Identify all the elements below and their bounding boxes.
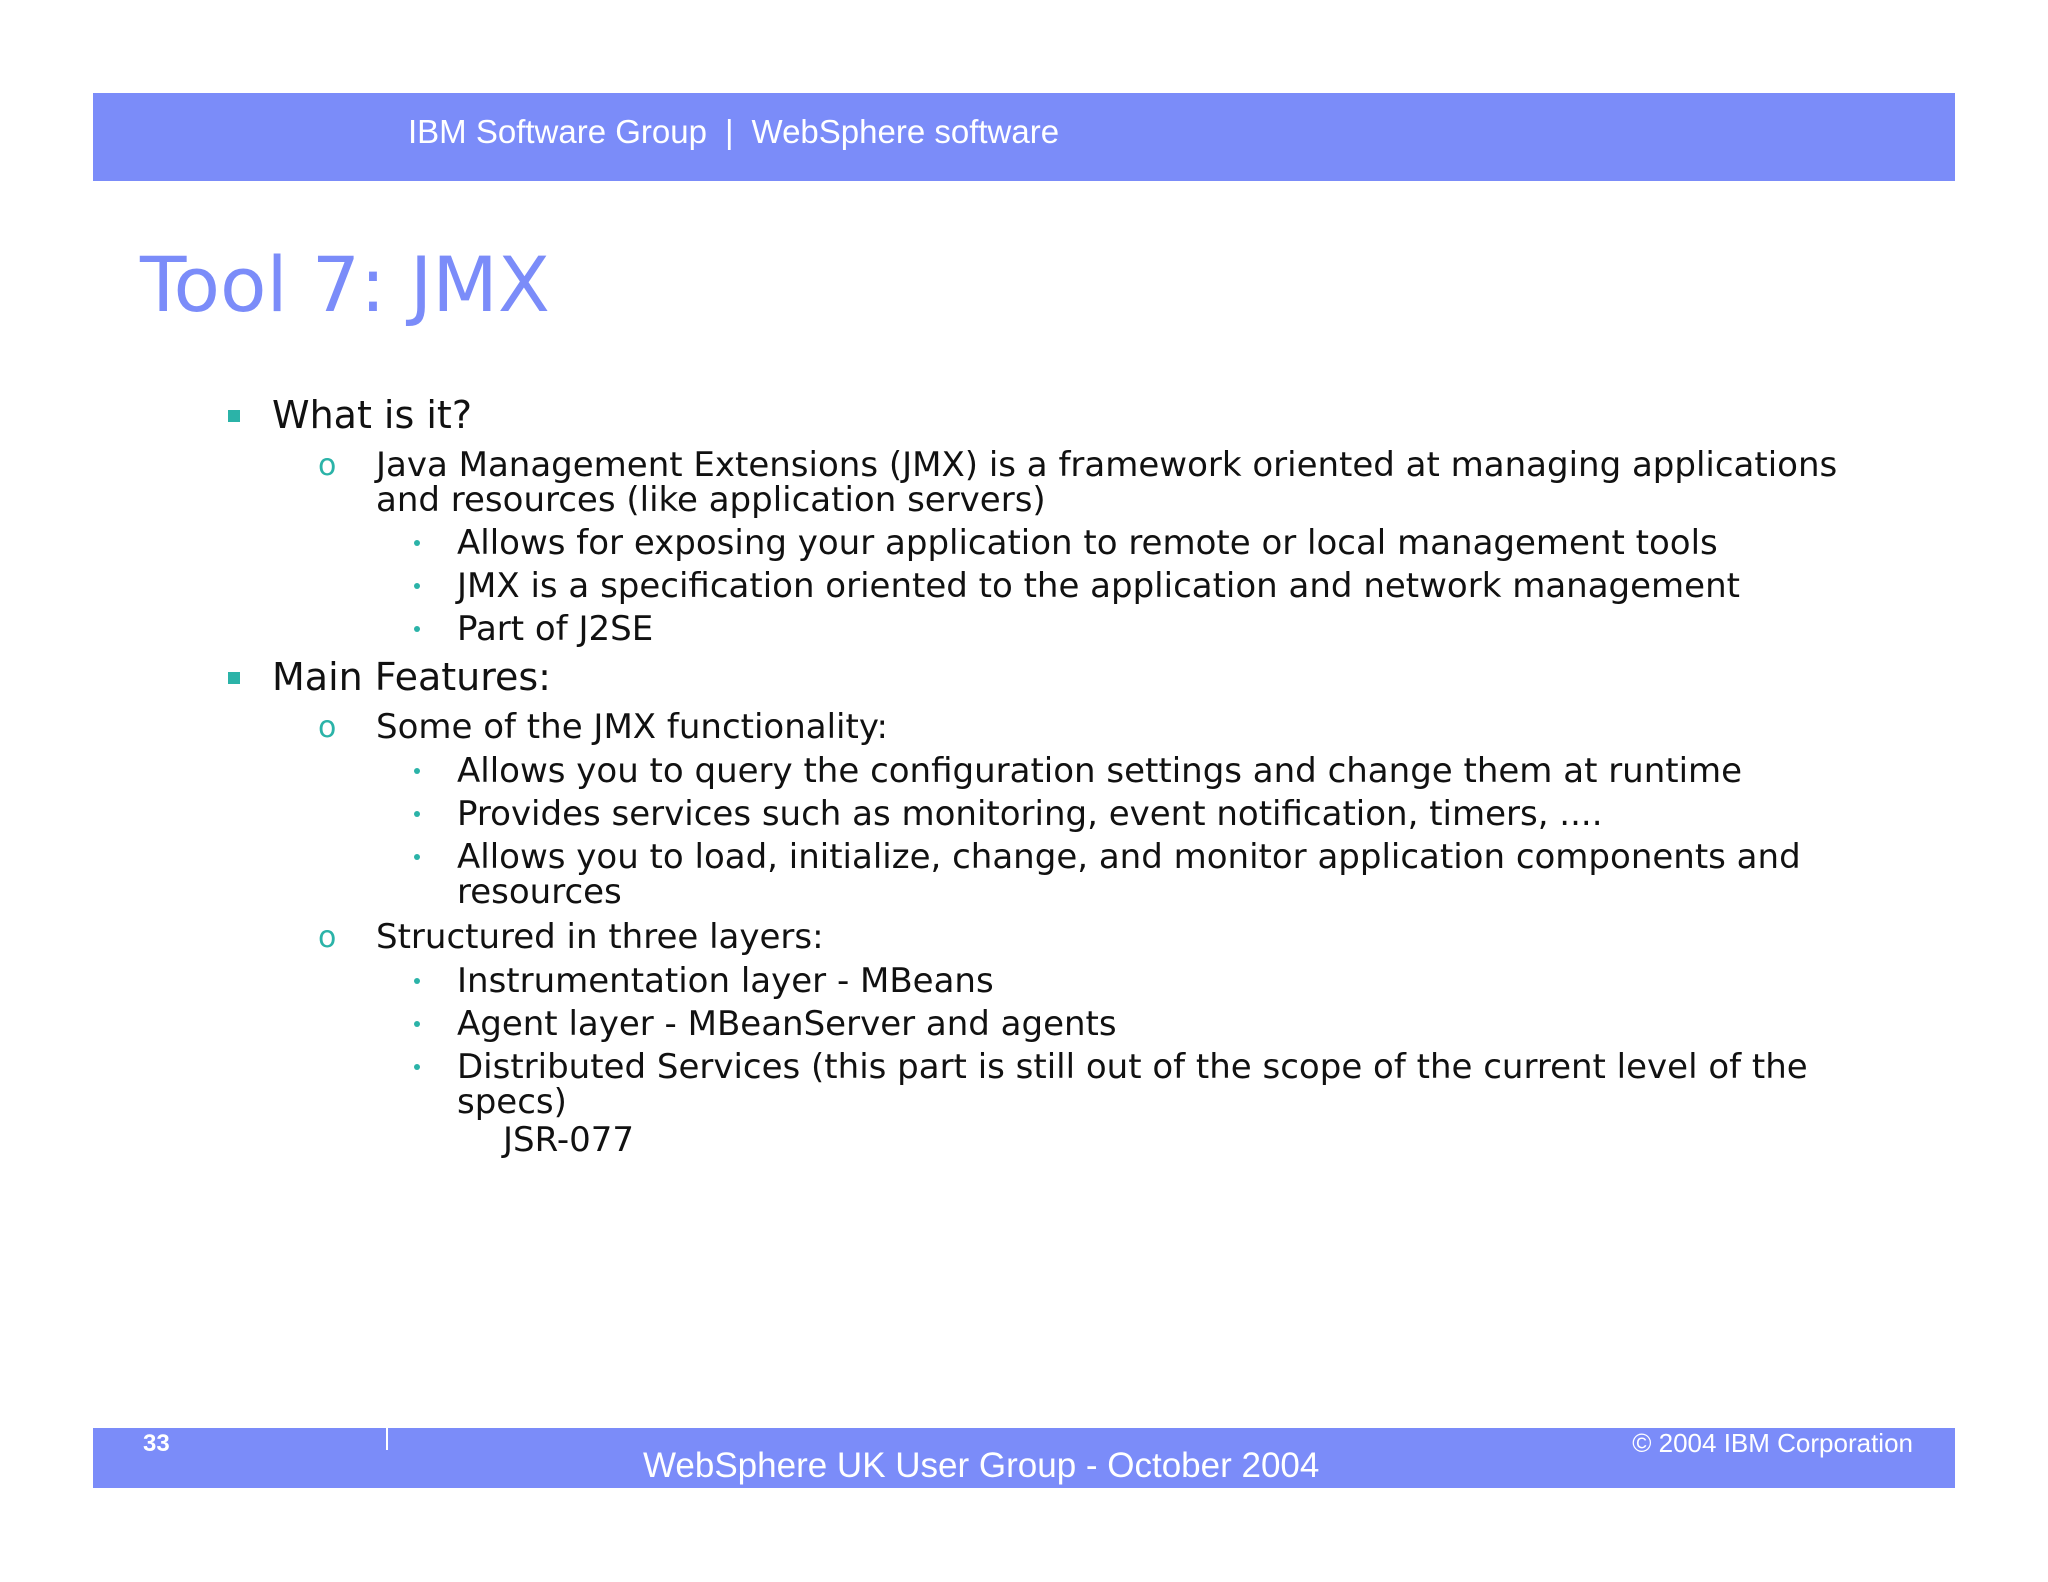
- sub-bullet-agent: Agent layer - MBeanServer and agents: [457, 1004, 1117, 1044]
- square-bullet-icon: [228, 410, 240, 422]
- circle-bullet-icon: o: [318, 710, 337, 745]
- page-number: 33: [143, 1430, 170, 1457]
- footer-divider: [386, 1428, 388, 1450]
- square-bullet-icon: [228, 672, 240, 684]
- sub-bullet-distributed-line3: JSR-077: [503, 1120, 635, 1160]
- header-text: [408, 113, 1059, 151]
- sub-bullet-specification: JMX is a specification oriented to the application and network management: [457, 566, 1740, 606]
- jmx-definition-line2: and resources (like application servers): [376, 480, 1046, 520]
- copyright: © 2004 IBM Corporation: [1632, 1428, 1913, 1458]
- footer-event: WebSphere UK User Group - October 2004: [643, 1446, 1320, 1485]
- slide-title: Tool 7: JMX: [140, 240, 550, 329]
- bullet-main-features: Main Features:: [272, 655, 551, 699]
- sub-bullet-query-config: Allows you to query the configuration settings and change them at runtime: [457, 751, 1743, 791]
- dot-bullet-icon: [414, 583, 420, 589]
- dot-bullet-icon: [414, 1064, 420, 1070]
- jmx-definition-line1: Java Management Extensions (JMX) is a framework oriented at managing applications: [376, 445, 1838, 485]
- sub-bullet-j2se: Part of J2SE: [457, 609, 654, 649]
- footer-bar: [93, 1428, 1955, 1488]
- sub-bullet-services: Provides services such as monitoring, event notification, timers, ....: [457, 794, 1603, 834]
- sub-bullet-distributed-line1: Distributed Services (this part is still out of the scope of the current level of the: [457, 1047, 1808, 1087]
- layers-heading: Structured in three layers:: [376, 917, 824, 957]
- sub-bullet-exposing: Allows for exposing your application to remote or local management tools: [457, 523, 1718, 563]
- circle-bullet-icon: o: [318, 920, 337, 955]
- dot-bullet-icon: [414, 854, 420, 860]
- header-bar: [93, 93, 1955, 181]
- dot-bullet-icon: [414, 626, 420, 632]
- sub-bullet-load-line1: Allows you to load, initialize, change, and monitor application components and: [457, 837, 1801, 877]
- header-group: IBM Software Group: [408, 113, 707, 150]
- functionality-heading: Some of the JMX functionality:: [376, 707, 888, 747]
- circle-bullet-icon: o: [318, 448, 337, 483]
- header-product: WebSphere software: [751, 113, 1060, 150]
- bullet-what-is-it: What is it?: [272, 393, 472, 437]
- dot-bullet-icon: [414, 540, 420, 546]
- header-separator: |: [724, 113, 734, 150]
- dot-bullet-icon: [414, 768, 420, 774]
- dot-bullet-icon: [414, 978, 420, 984]
- sub-bullet-load-line2: resources: [457, 872, 622, 912]
- sub-bullet-distributed-line2: specs): [457, 1082, 567, 1122]
- dot-bullet-icon: [414, 811, 420, 817]
- dot-bullet-icon: [414, 1021, 420, 1027]
- sub-bullet-instrumentation: Instrumentation layer - MBeans: [457, 961, 994, 1001]
